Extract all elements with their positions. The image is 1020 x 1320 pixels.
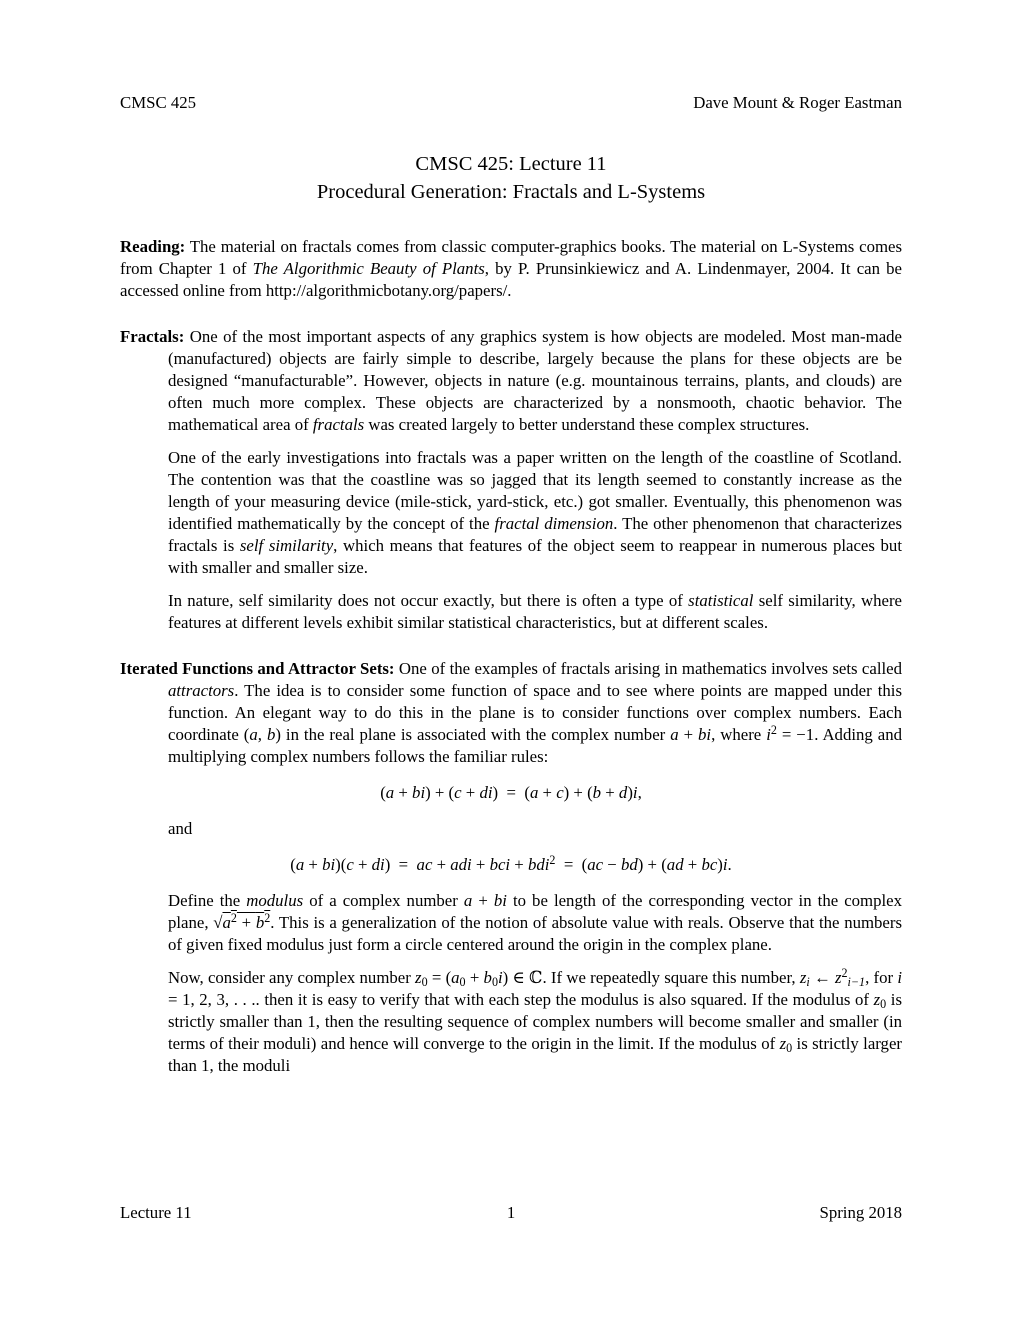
text-run: i [497,968,503,987]
text-run: bdi [527,855,550,874]
text-run: . [727,855,732,874]
document-title [120,150,902,206]
text-run: ac [587,855,604,874]
text-run: bi [322,855,336,874]
text-run: ac [416,855,433,874]
text-run: 2 [230,910,237,925]
text-run: 0 [491,975,498,990]
text-run: $\overline{b}$ [255,913,265,932]
text-run: ( [380,783,386,802]
text-run: is strictly smaller than 1, then the resulting sequence of complex numbers will become smaller and smaller (in terms of their moduli) and hence will converge to the origin in the limit. If the modulus of [168,990,902,1053]
text-run: bi [698,725,712,744]
text-run: + [353,855,372,874]
text-run: is strictly larger than 1, the moduli [168,1034,902,1075]
text-run: fractals [312,415,365,434]
text-run: ) + ( [563,783,593,802]
text-run: 0 [880,997,887,1012]
text-run: , by P. Prunsinkiewicz and A. Lindenmayer, 2004. It can be accessed online from http://algorithmicbotany.org/papers/. [120,259,902,300]
text-run: i [632,783,638,802]
text-run: One of the most important aspects of any graphics system is how objects are modeled. Most man-made (manufactured) objects are fairly simple to describe, largely because the plans for these objects are be designed “manufacturable”. However, objects in nature (e.g. mountainous terrains, plants, and clouds) are often much more complex. These objects are characterized by a nonsmooth, chaotic behavior. The mathematical area of [168,327,902,434]
text-run: bi [493,891,507,910]
text-run: = 1, 2, 3, . . .. then it is easy to verify that with each step the modulus is also squared. If the modulus of [168,990,874,1009]
text-run: a [222,913,231,932]
text-run: The Algorithmic Beauty of Plants [252,259,485,278]
header-course: CMSC 425 [120,93,197,112]
footer-page-number: 1 [506,1203,516,1222]
text-run: 2 [549,852,556,867]
text-run: a [529,783,539,802]
text-run: = ( [555,855,588,874]
text-run: z [834,968,842,987]
page-header [120,92,902,114]
text-run: modulus [246,891,304,910]
text-run: , where [711,725,767,744]
text-run: + [510,855,528,874]
text-run: One of the examples of fractals arising in mathematics involves sets called [394,659,902,678]
text-run: 0 [421,975,428,990]
text-run: i [897,968,903,987]
text-run: b [483,968,492,987]
text-run: bd [620,855,638,874]
text-run: bci [489,855,511,874]
text-run: self similarity, where features at different levels exhibit similar statistical characteristics, but at different scales. [168,591,902,632]
paragraph-fractals [120,326,902,436]
text-run: ) [717,855,723,874]
text-run: − [603,855,621,874]
text-run: ad [666,855,684,874]
text-run: + [472,891,494,910]
text-run: i [806,975,810,990]
text-run: In nature, self similarity does not occur exactly, but there is often a type of [168,591,689,610]
text-run: , for [865,968,898,987]
text-run: ) = ( [492,783,530,802]
text-run: a [463,891,473,910]
text-run: to be length of the corresponding vector in the complex plane, [168,891,902,932]
text-run: was created largely to better understand these complex structures. [364,415,810,434]
paragraph-modulus [120,890,902,956]
text-run: ← [809,968,835,987]
title-line-2: Procedural Generation: Fractals and L-Systems [316,181,706,203]
text-run: One of the early investigations into fractals was a paper written on the length of the coastline of Scotland. The contention was that the coastline was so jagged that its length seemed to constantly increase as the length of your measuring device (mile-stick, yard-stick, etc.) got smaller. Eventually, this phenomenon was identified mathematically by the concept of the [168,448,902,533]
text-run: a [385,783,395,802]
text-run: c [346,855,354,874]
text-run: + [471,855,490,874]
text-run: b [592,783,602,802]
footer-lecture-label: Lecture 11 [120,1203,192,1222]
text-run: ) ∈ ℂ. If we repeatedly square this number, [502,968,800,987]
paragraph-coastline [120,447,902,579]
page-footer [120,1202,902,1224]
text-run: Iterated Functions and Attractor Sets: [120,659,395,678]
equation-complex-multiplication [120,854,902,876]
text-run: . The idea is to consider some function of space and to see where points are mapped under this function. An elegant way to do this in the plane is to consider functions over complex numbers. Each coordinate ( [168,681,902,744]
text-run: self similarity [239,536,334,555]
text-run: + [601,783,619,802]
text-run: , [637,783,642,802]
text-run: + [465,968,484,987]
footer-semester: Spring 2018 [819,1203,903,1222]
text-run: Fractals: [120,327,185,346]
text-run: 0 [786,1041,793,1056]
text-run: ( [290,855,296,874]
equation-complex-addition [120,782,902,804]
text-run: di [479,783,493,802]
text-run: + [538,783,557,802]
text-run: + [461,783,480,802]
text-run: , which means that features of the object seem to reappear in numerous places but with smaller and smaller size. [168,536,902,577]
text-run: )( [335,855,347,874]
connector-and: and [168,819,193,838]
text-run: = −1. Adding and multiplying complex numbers follows the familiar rules: [168,725,902,766]
text-run: z [779,1034,787,1053]
text-run: i−1 [847,975,866,990]
text-run: ) = [384,855,417,874]
text-run: fractal dimension [494,514,614,533]
text-run: c [556,783,564,802]
text-run: ) + ( [425,783,455,802]
text-run: Define the [168,891,247,910]
paragraph-statistical-similarity [120,590,902,634]
text-run: statistical [688,591,754,610]
text-run: + [432,855,451,874]
text-run: z [799,968,807,987]
text-run: Now, consider any complex number [168,968,416,987]
text-run: 2 [770,722,777,737]
text-run: + [304,855,323,874]
text-run: z [415,968,422,987]
text-run: di [371,855,385,874]
text-run: ) [627,783,633,802]
text-run: a [670,725,679,744]
text-run: c [454,783,462,802]
text-run: attractors [168,681,235,700]
text-run: + [236,913,256,932]
title-line-1: CMSC 425: Lecture 11 [415,153,607,175]
text-run: + [678,725,699,744]
text-run: ) + ( [637,855,667,874]
header-authors: Dave Mount & Roger Eastman [693,93,902,112]
text-run: a [451,968,460,987]
text-run: of a complex number [303,891,464,910]
text-run: The material on fractals comes from classic computer-graphics books. The material on L-Systems comes from Chapter 1 of [120,237,902,278]
paragraph-reading [120,236,902,302]
text-run: 0 [459,975,466,990]
text-run: . The other phenomenon that characterizes fractals is [168,514,902,555]
text-run: + [683,855,702,874]
paragraph-repeated-squaring [120,967,902,1077]
text-run: bc [701,855,718,874]
text-run: z [873,990,881,1009]
text-run: = ( [427,968,452,987]
text-run: 2 [841,965,848,980]
text-run: i [766,725,771,744]
text-run: . This is a generalization of the notion of absolute value with reals. Observe that the numbers of given fixed modulus just form a circle centered around the origin in the complex plane. [168,913,902,954]
text-run: Reading: [120,237,186,256]
text-run: a [295,855,305,874]
text-run: i [722,855,728,874]
text-run: ) in the real plane is associated with the complex number [275,725,671,744]
text-run: bi [412,783,426,802]
text-run: d [618,783,628,802]
paragraph-iterated-functions [120,658,902,768]
text-run: √ [213,913,223,932]
text-run: 2 [264,910,271,925]
text-run: adi [450,855,472,874]
text-run: a, b [249,725,276,744]
text-run: + [394,783,413,802]
